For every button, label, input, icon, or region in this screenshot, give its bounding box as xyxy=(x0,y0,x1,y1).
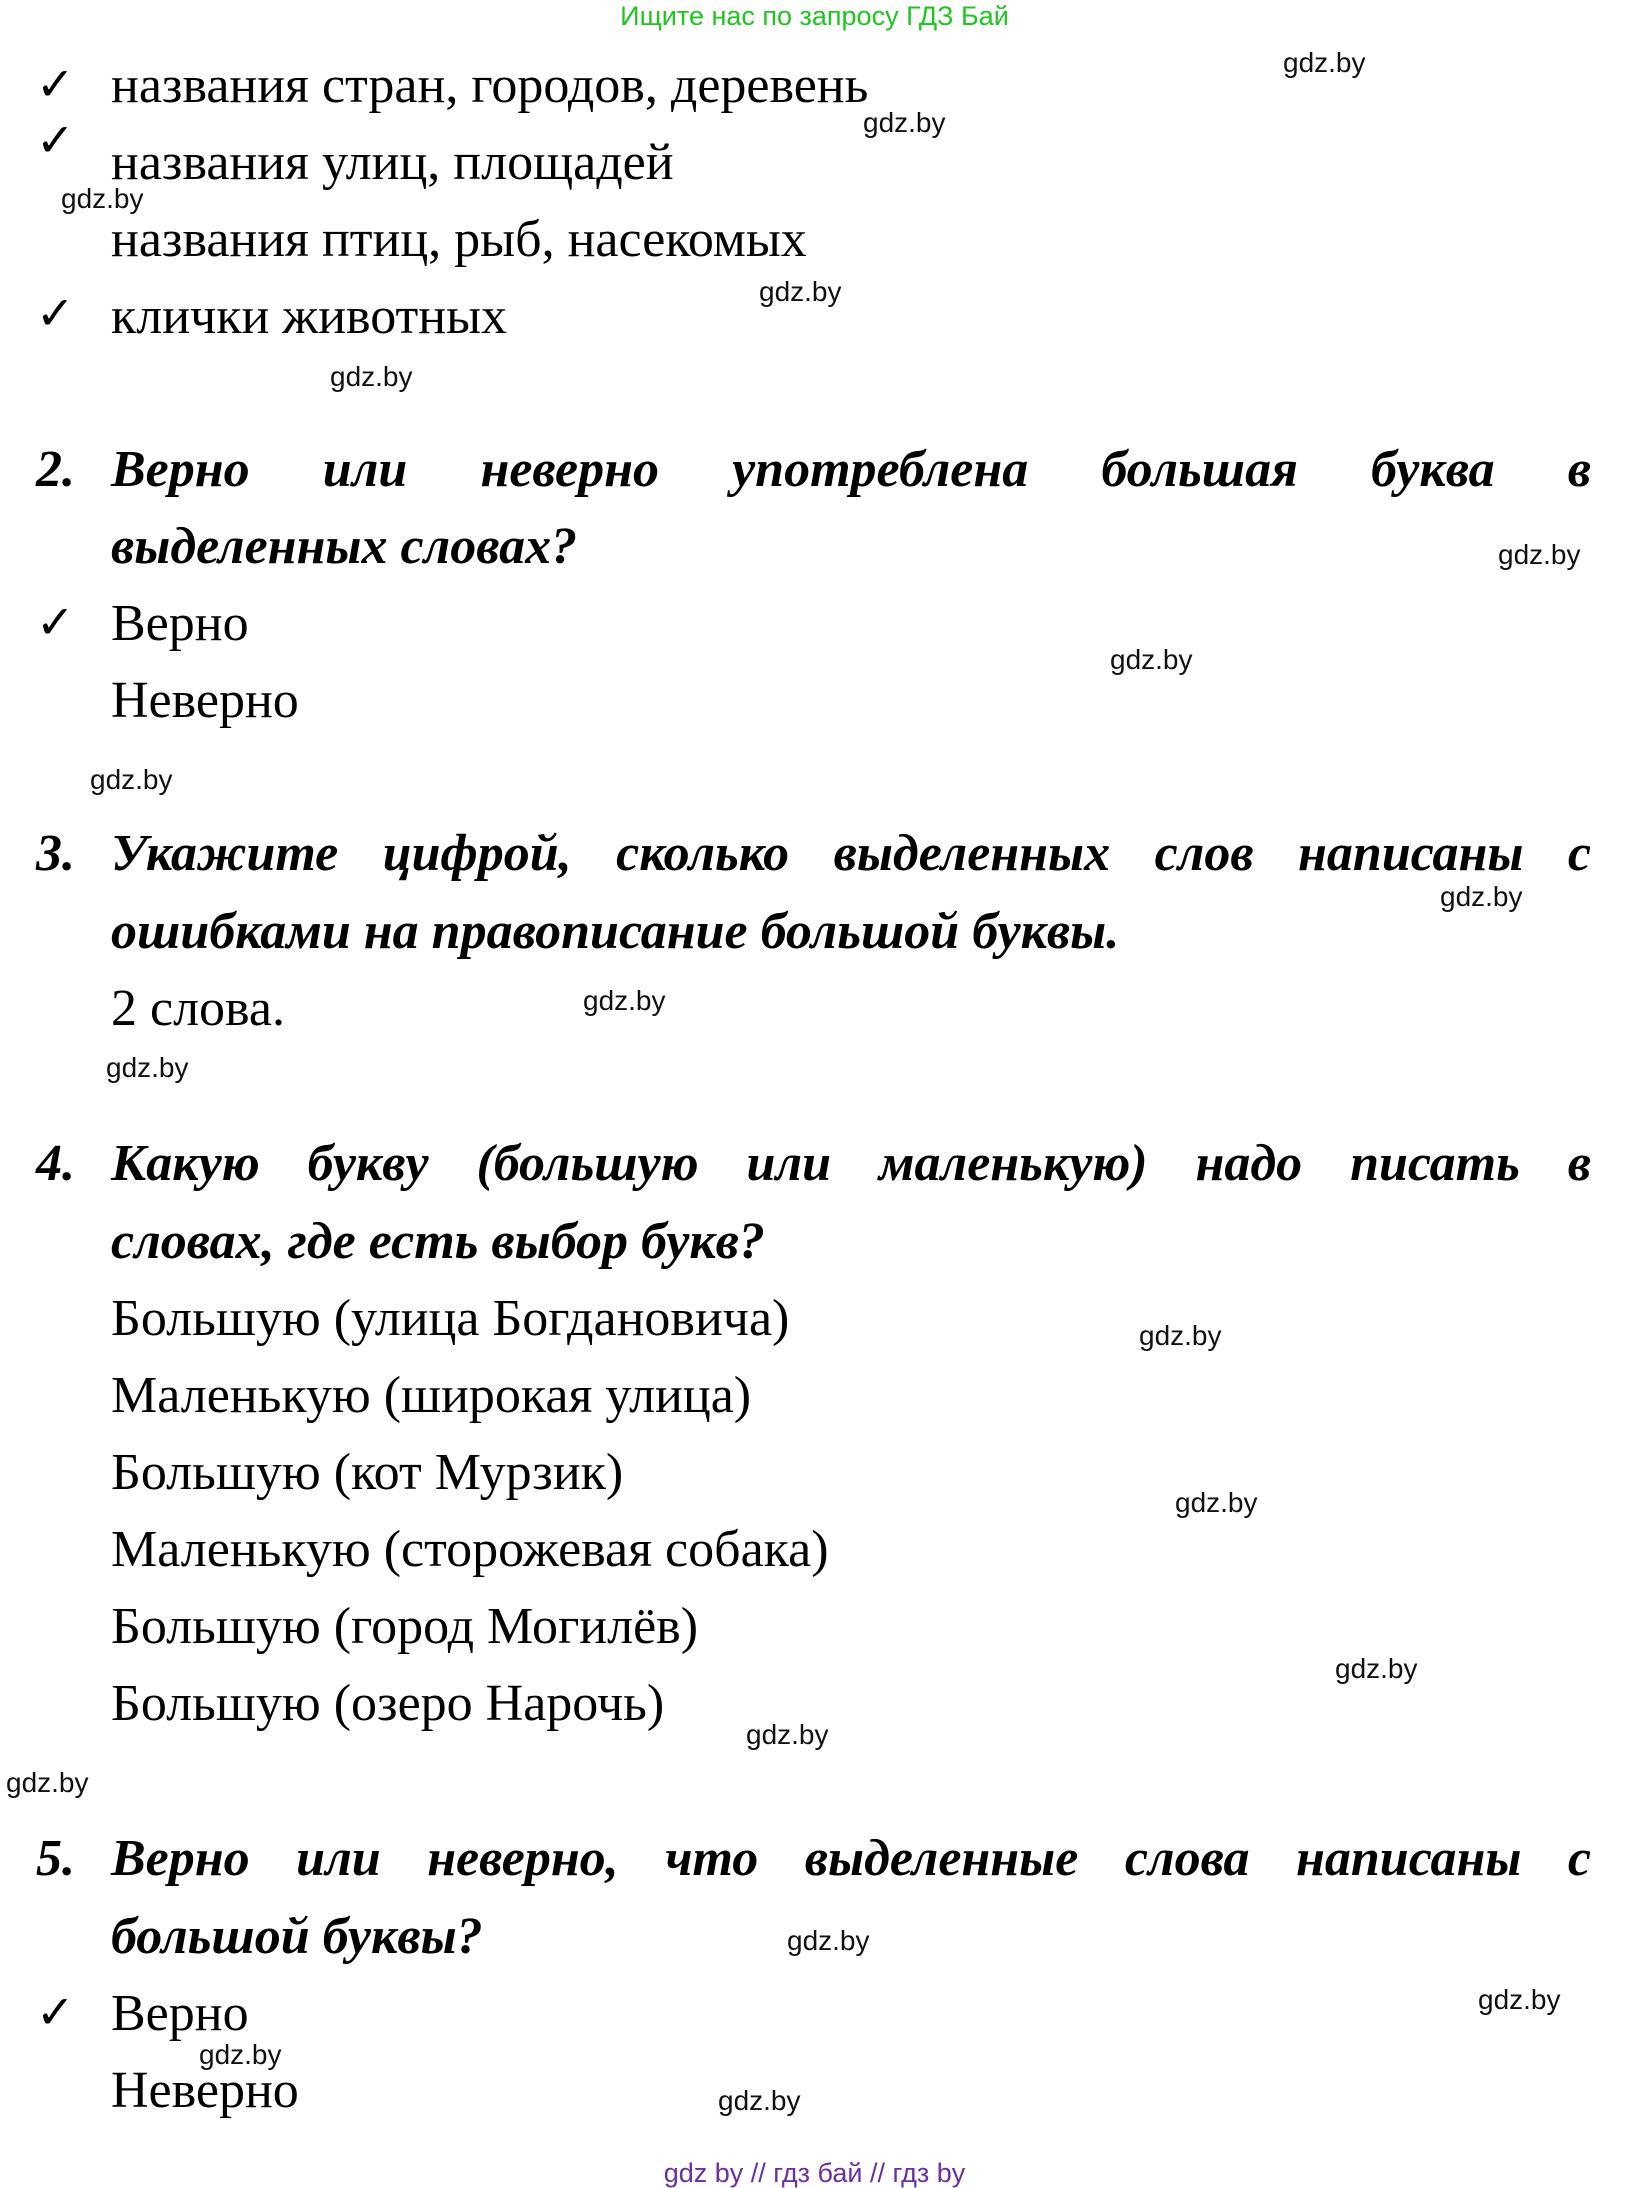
question-text-line: выделенных словах? xyxy=(111,518,578,575)
question-text-line: Какую букву (большую или маленькую) надо писать в xyxy=(111,1135,1591,1192)
watermark: gdz.by xyxy=(1478,1984,1561,2015)
watermark: gdz.by xyxy=(1139,1320,1222,1351)
question-text-line: большой буквы? xyxy=(111,1908,483,1965)
watermark: gdz.by xyxy=(583,985,666,1016)
answer-line: Маленькую (широкая улица) xyxy=(111,1367,752,1424)
watermark: gdz.by xyxy=(1440,881,1523,912)
watermark: gdz.by xyxy=(90,764,173,795)
answer-line: Большую (город Могилёв) xyxy=(111,1598,699,1655)
watermark: gdz.by xyxy=(1175,1487,1258,1518)
question-text-line: Укажите цифрой, сколько выделенных слов написаны с xyxy=(111,825,1591,882)
check-mark-icon: ✓ xyxy=(36,57,75,111)
question-number: 5. xyxy=(36,1830,75,1887)
answer-line: Большую (озеро Нарочь) xyxy=(111,1675,665,1732)
answer-option: Неверно xyxy=(111,2062,299,2119)
answer-text: 2 слова. xyxy=(111,980,285,1037)
watermark: gdz.by xyxy=(718,2085,801,2116)
question-text-line: Верно или неверно, что выделенные слова написаны с xyxy=(111,1830,1591,1887)
bottom-banner[interactable]: gdz by // гдз бай // гдз by xyxy=(663,2158,966,2188)
watermark: gdz.by xyxy=(746,1719,829,1750)
watermark: gdz.by xyxy=(1498,539,1581,570)
check-mark-icon: ✓ xyxy=(36,1985,75,2039)
watermark: gdz.by xyxy=(759,276,842,307)
check-mark-icon: ✓ xyxy=(36,595,75,649)
answer-option: Верно xyxy=(111,595,249,652)
watermark: gdz.by xyxy=(199,2039,282,2070)
watermark: gdz.by xyxy=(106,1052,189,1083)
question-number: 4. xyxy=(36,1135,75,1192)
answer-line: Большую (кот Мурзик) xyxy=(111,1444,624,1501)
answer-line: Большую (улица Богдановича) xyxy=(111,1290,790,1347)
question-text-line: Верно или неверно употреблена большая буква в xyxy=(111,441,1591,498)
list-item: названия стран, городов, деревень xyxy=(111,57,869,114)
question-number: 3. xyxy=(36,825,75,882)
watermark: gdz.by xyxy=(6,1767,89,1798)
answer-line: Маленькую (сторожевая собака) xyxy=(111,1521,829,1578)
list-item: названия птиц, рыб, насекомых xyxy=(111,211,807,268)
watermark: gdz.by xyxy=(787,1925,870,1956)
check-mark-icon: ✓ xyxy=(36,286,75,340)
top-banner[interactable]: Ищите нас по запросу ГДЗ Бай xyxy=(620,1,1009,31)
question-text-line: ошибками на правописание большой буквы. xyxy=(111,903,1120,960)
watermark: gdz.by xyxy=(1283,47,1366,78)
watermark: gdz.by xyxy=(1335,1653,1418,1684)
list-item: названия улиц, площадей xyxy=(111,134,674,191)
question-number: 2. xyxy=(36,441,75,498)
watermark: gdz.by xyxy=(863,107,946,138)
answer-option: Неверно xyxy=(111,672,299,729)
answer-option: Верно xyxy=(111,1985,249,2042)
list-item: клички животных xyxy=(111,288,508,345)
watermark: gdz.by xyxy=(330,361,413,392)
watermark: gdz.by xyxy=(1110,644,1193,675)
check-mark-icon: ✓ xyxy=(36,113,75,167)
question-text-line: словах, где есть выбор букв? xyxy=(111,1213,765,1270)
watermark: gdz.by xyxy=(61,183,144,214)
